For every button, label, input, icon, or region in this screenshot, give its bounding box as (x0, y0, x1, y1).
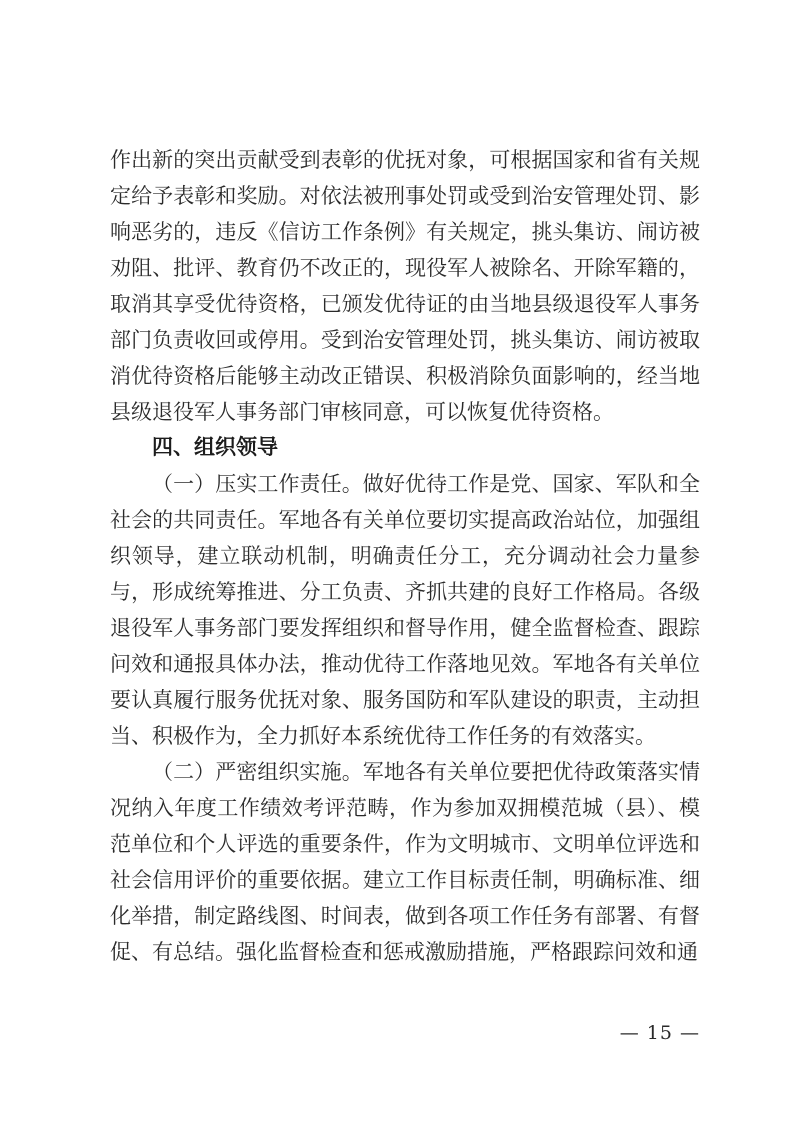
document-body (110, 142, 700, 970)
continuation-paragraph: 作出新的突出贡献受到表彰的优抚对象，可根据国家和省有关规定给予表彰和奖励。对依法被刑事处罚或受到治安管理处罚、影响恶劣的，违反《信访工作条例》有关规定，挑头集访、闹访被劝阻、批评、教育仍不改正的，现役军人被除名、开除军籍的，取消其享受优待资格，已颁发优待证的由当地县级退役军人事务部门负责收回或停用。受到治安管理处罚，挑头集访、闹访被取消优待资格后能够主动改正错误、积极消除负面影响的，经当地县级退役军人事务部门审核同意，可以恢复优待资格。 (110, 148, 700, 424)
paragraph-responsibility: （一）压实工作责任。做好优待工作是党、国家、军队和全社会的共同责任。军地各有关单位要切实提高政治站位，加强组织领导，建立联动机制，明确责任分工，充分调动社会力量参与，形成统筹推进、分工负责、齐抓共建的良好工作格局。各级退役军人事务部门要发挥组织和督导作用，健全监督检查、跟踪问效和通报具体办法，推动优待工作落地见效。军地各有关单位要认真履行服务优抚对象、服务国防和军队建设的职责，主动担当、积极作为，全力抓好本系统优待工作任务的有效落实。 (110, 472, 700, 748)
paragraph-implementation: （二）严密组织实施。军地各有关单位要把优待政策落实情况纳入年度工作绩效考评范畴，作为参加双拥模范城（县）、模范单位和个人评选的重要条件，作为文明城市、文明单位评选和社会信用评价的重要依据。建立工作目标责任制，明确标准、细化举措，制定路线图、时间表，做到各项工作任务有部署、有督促、有总结。强化监督检查和惩戒激励措施，严格跟踪问效和通 (110, 760, 700, 964)
section-heading: 四、组织领导 (152, 436, 278, 459)
page-number: — 15 — (619, 1022, 700, 1044)
